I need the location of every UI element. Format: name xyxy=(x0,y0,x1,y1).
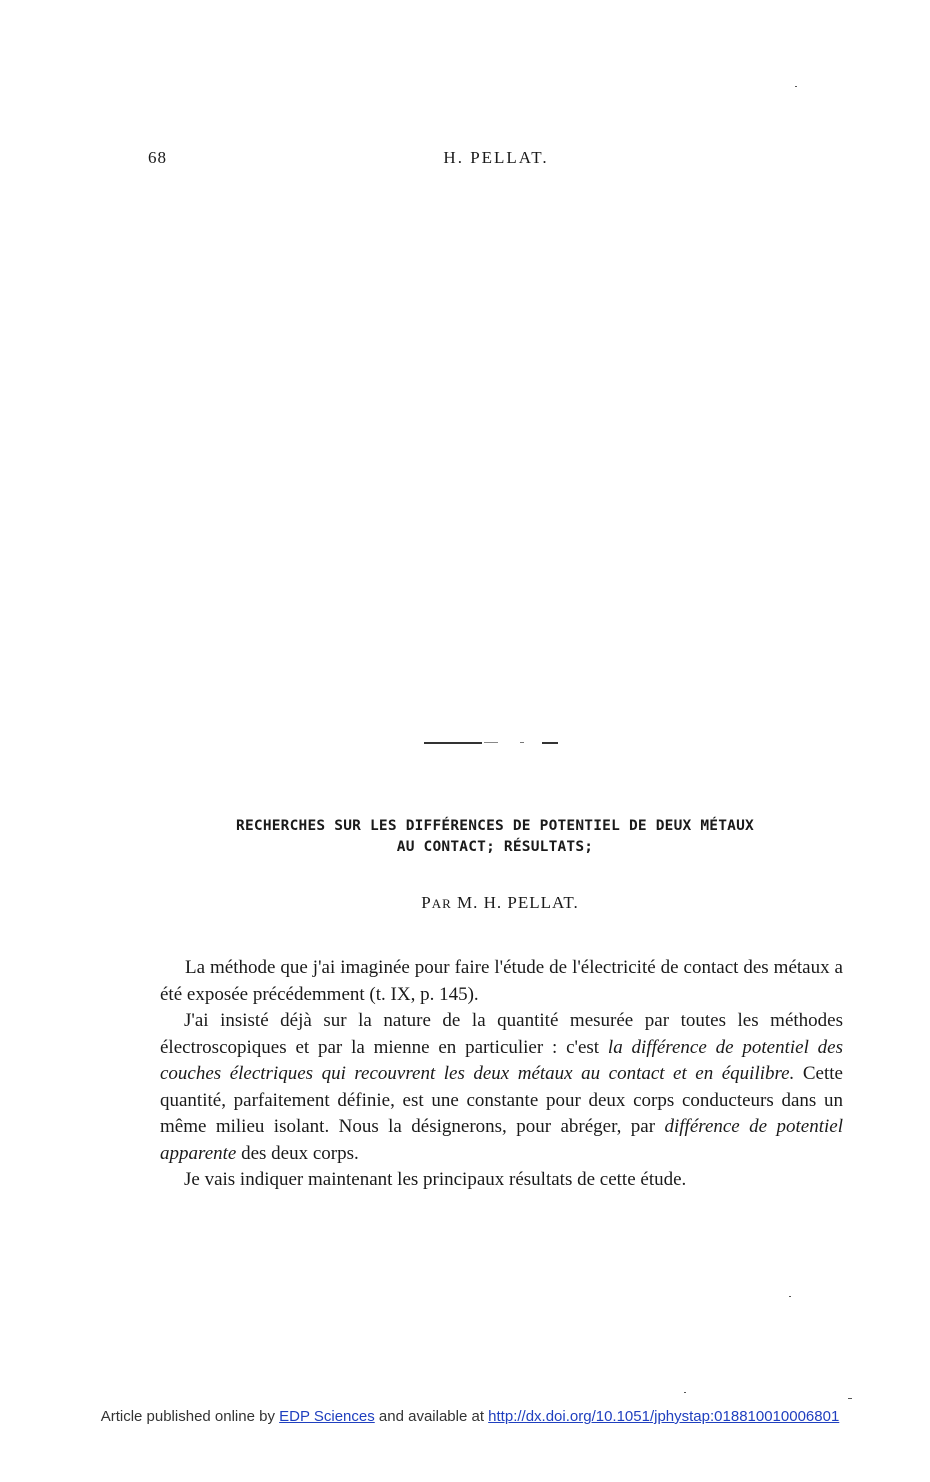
doi-link[interactable]: http://dx.doi.org/10.1051/jphystap:018810010006801 xyxy=(488,1408,840,1425)
footer-prefix: Article published online by xyxy=(100,1408,280,1425)
footer-middle: and available at xyxy=(374,1408,489,1425)
byline-prefix-rest: AR xyxy=(431,896,452,911)
paragraph-2 xyxy=(160,1008,843,1167)
scan-speck xyxy=(795,86,797,87)
paragraph-2-text-a: J'ai insisté déjà sur la nature de la quantité mesurée par toutes les méthodes électroscopiques et par la mienne en particulier : c'est xyxy=(160,1010,843,1058)
body-text xyxy=(160,955,843,1194)
paragraph-1: La méthode que j'ai imaginée pour faire l'étude de l'électricité de contact des métaux a été exposée précédemment (t. IX, p. 145). xyxy=(160,957,843,1005)
article-title xyxy=(150,816,840,858)
byline-author: M. H. PELLAT. xyxy=(451,893,579,912)
byline xyxy=(0,893,930,913)
paragraph-2-italic-1: la différence de potentiel des couches électriques qui recouvrent les deux métaux au contact et en équilibre. xyxy=(160,1036,844,1084)
scan-speck xyxy=(684,1392,686,1393)
footer-line xyxy=(0,1408,930,1425)
paragraph-2-italic-2: différence de potentiel apparente xyxy=(160,1116,843,1164)
running-header: H. PELLAT. xyxy=(443,148,549,167)
article-title-line-1: RECHERCHES SUR LES DIFFÉRENCES DE POTENTIEL DE DEUX MÉTAUX xyxy=(236,818,754,834)
page-number: 68 xyxy=(148,148,167,167)
paragraph-2-text-c: des deux corps. xyxy=(236,1142,359,1164)
publisher-link[interactable]: EDP Sciences xyxy=(279,1408,375,1425)
scan-speck xyxy=(848,1398,852,1399)
paragraph-2-text-b: Cette quantité, parfaitement définie, est une constante pour deux corps conducteurs dans un même milieu isolant. Nous la désignerons, pour abréger, par xyxy=(160,1063,843,1137)
article-title-line-2: AU CONTACT; RÉSULTATS; xyxy=(396,839,594,855)
scan-speck xyxy=(789,1296,791,1297)
separator-rule xyxy=(424,742,558,744)
byline-prefix-initial: P xyxy=(421,893,432,912)
paragraph-3: Je vais indiquer maintenant les principaux résultats de cette étude. xyxy=(184,1169,687,1190)
